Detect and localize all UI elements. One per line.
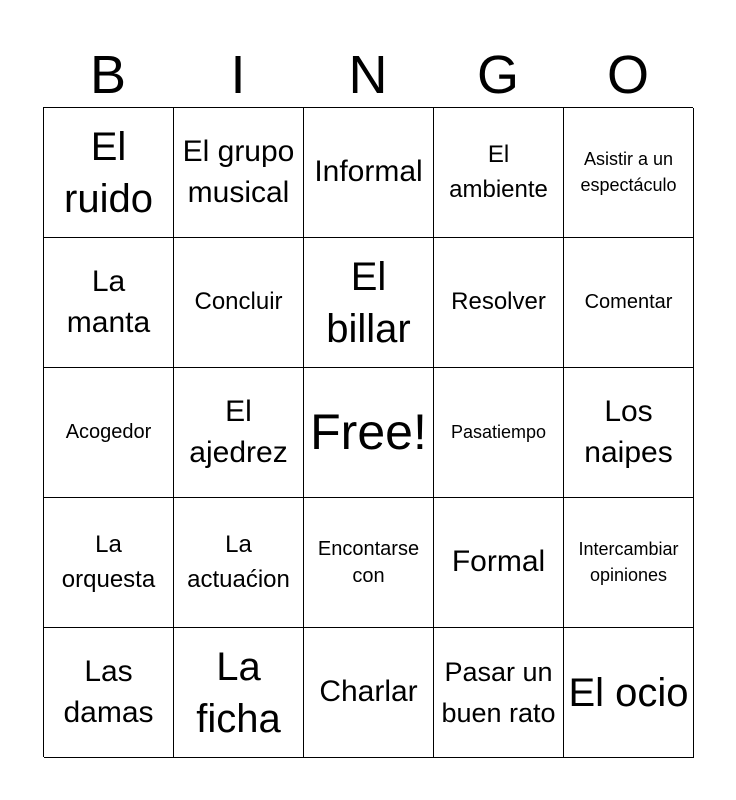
bingo-cell: La orquesta (44, 498, 174, 628)
bingo-cell: Formal (434, 498, 564, 628)
bingo-header (43, 44, 693, 106)
bingo-cell: El ruido (44, 108, 174, 238)
header-letter-g: G (476, 45, 519, 105)
bingo-cell: Pasar un buen rato (434, 628, 564, 758)
bingo-cell: El billar (304, 238, 434, 368)
bingo-cell: Concluir (174, 238, 304, 368)
header-letter-b: B (89, 45, 127, 105)
bingo-card (43, 107, 693, 757)
bingo-cell: El ambiente (434, 108, 564, 238)
header-letter-o: O (606, 45, 649, 105)
bingo-cell: Encontarse con (304, 498, 434, 628)
bingo-cell: El grupo musical (174, 108, 304, 238)
bingo-cell: Intercambiar opiniones (564, 498, 694, 628)
bingo-cell: Charlar (304, 628, 434, 758)
bingo-cell-free: Free! (304, 368, 434, 498)
bingo-cell: El ocio (564, 628, 694, 758)
bingo-cell: Comentar (564, 238, 694, 368)
bingo-cell: Pasatiempo (434, 368, 564, 498)
bingo-cell: La manta (44, 238, 174, 368)
bingo-cell: Informal (304, 108, 434, 238)
header-letter-i: I (230, 45, 246, 105)
bingo-cell: El ajedrez (174, 368, 304, 498)
bingo-cell: La actuaćion (174, 498, 304, 628)
bingo-cell: Acogedor (44, 368, 174, 498)
header-letter-n: N (348, 45, 388, 105)
bingo-cell: Asistir a un espectáculo (564, 108, 694, 238)
bingo-cell: Las damas (44, 628, 174, 758)
bingo-cell: Resolver (434, 238, 564, 368)
bingo-cell: Los naipes (564, 368, 694, 498)
bingo-cell: La ficha (174, 628, 304, 758)
